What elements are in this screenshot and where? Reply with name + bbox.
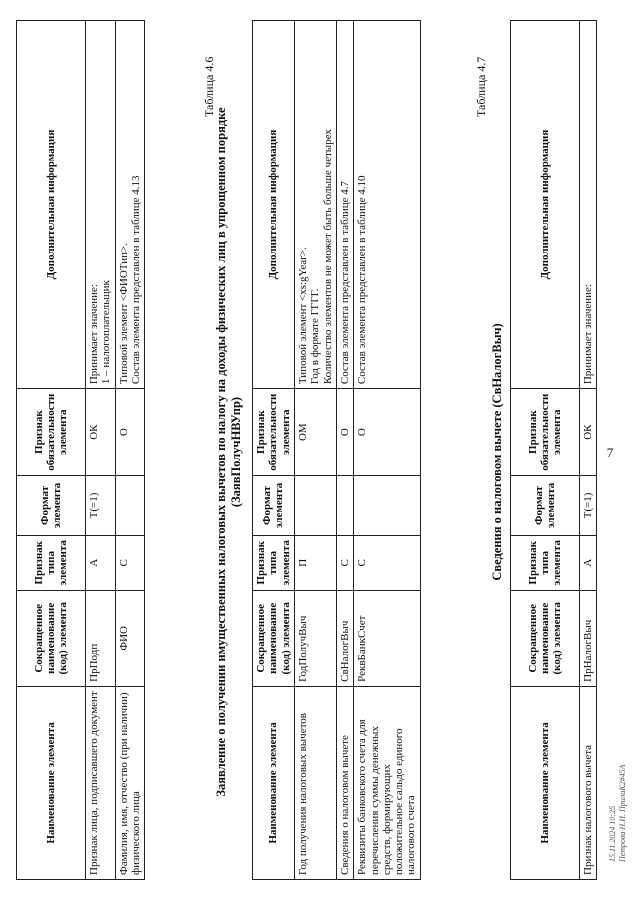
cell-code: ПрПодп [86, 590, 116, 686]
cell-format [354, 476, 421, 536]
cell-name: Признак лица, подписавшего документ [86, 686, 116, 879]
cell-name: Год получения налоговых вычетов [294, 686, 336, 879]
cell-format [294, 476, 336, 536]
cell-required: О [354, 389, 421, 476]
cell-format [336, 476, 353, 536]
cell-code: ПрНалогВыч [580, 590, 597, 686]
header-info: Дополнительная информация [253, 21, 295, 389]
cell-name: Реквизиты банковского счета для перечисления суммы денежных средств, формирующих положительное сальдо единого налогового счета [354, 686, 421, 879]
table-row [115, 21, 145, 880]
cell-info: Состав элемента представлен в таблице 4.10 [354, 21, 421, 389]
table-zayavlenie [252, 20, 421, 880]
header-type: Признак типа элемента [253, 535, 295, 590]
cell-name: Сведения о налоговом вычете [336, 686, 353, 879]
header-format: Формат элемента [17, 476, 86, 536]
table-label: Таблица 4.6 [202, 56, 216, 117]
cell-name: Фамилия, имя, отчество (при наличии) физического лица [115, 686, 145, 879]
header-name: Наименование элемента [17, 686, 86, 879]
cell-code: СвНалогВыч [336, 590, 353, 686]
table-caption: Заявление о получении имущественных налоговых вычетов по налогу на доходы физических лиц в упрощенном порядке (ЗаявПолучНВУпр) [214, 107, 243, 797]
page-number: 7 [606, 444, 614, 460]
cell-info: Состав элемента представлен в таблице 4.7 [336, 21, 353, 389]
header-type: Признак типа элемента [17, 535, 86, 590]
cell-type: П [294, 535, 336, 590]
header-required: Признак обязательности элемента [511, 389, 580, 476]
cell-format: T(=1) [86, 476, 116, 536]
header-name: Наименование элемента [511, 686, 580, 879]
table-nalog-vychet [510, 20, 597, 880]
stamp-line: Петрова Н.И. ПрилаК2#45А [617, 764, 627, 862]
table-header-row [253, 21, 295, 880]
cell-info: Типовой элемент <ФИОТип>. Состав элемента представлен в таблице 4.13 [115, 21, 145, 389]
table-header-row [17, 21, 86, 880]
cell-required: ОМ [294, 389, 336, 476]
header-format: Формат элемента [253, 476, 295, 536]
header-required: Признак обязательности элемента [17, 389, 86, 476]
cell-type: А [580, 535, 597, 590]
header-required: Признак обязательности элемента [253, 389, 295, 476]
table-row [86, 21, 116, 880]
table-row [580, 21, 597, 880]
stamp-line: 15.11.2024 10:25 [608, 805, 617, 862]
table-row [294, 21, 336, 880]
cell-type: С [354, 535, 421, 590]
table-header-row [511, 21, 580, 880]
cell-info: Принимает значение: 1 – налогоплательщик [86, 21, 116, 389]
cell-code: ФИО [115, 590, 145, 686]
cell-format [115, 476, 145, 536]
cell-type: С [115, 535, 145, 590]
table-label: Таблица 4.7 [474, 56, 488, 117]
header-format: Формат элемента [511, 476, 580, 536]
cell-required: ОК [580, 389, 597, 476]
cell-code: ГодПолучВыч [294, 590, 336, 686]
cell-info: Типовой элемент <xs:gYear>. Год в формате ГГГГ. Количество элементов не может быть больше четырех [294, 21, 336, 389]
header-info: Дополнительная информация [17, 21, 86, 389]
header-info: Дополнительная информация [511, 21, 580, 389]
header-code: Сокращенное наименование (код) элемента [511, 590, 580, 686]
cell-name: Признак налогового вычета [580, 686, 597, 879]
cell-info: Принимает значение: [580, 21, 597, 389]
table-caption: Сведения о налоговом вычете (СвНалогВыч) [490, 323, 504, 581]
header-code: Сокращенное наименование (код) элемента [253, 590, 295, 686]
table-row [336, 21, 353, 880]
table-row [354, 21, 421, 880]
cell-required: О [115, 389, 145, 476]
cell-format: T(=1) [580, 476, 597, 536]
cell-type: А [86, 535, 116, 590]
cell-code: РеквБанкСчет [354, 590, 421, 686]
header-type: Признак типа элемента [511, 535, 580, 590]
electronic-signature-stamp [608, 764, 627, 862]
cell-required: ОК [86, 389, 116, 476]
cell-required: О [336, 389, 353, 476]
header-name: Наименование элемента [253, 686, 295, 879]
table-continuation [16, 20, 145, 880]
cell-type: С [336, 535, 353, 590]
header-code: Сокращенное наименование (код) элемента [17, 590, 86, 686]
